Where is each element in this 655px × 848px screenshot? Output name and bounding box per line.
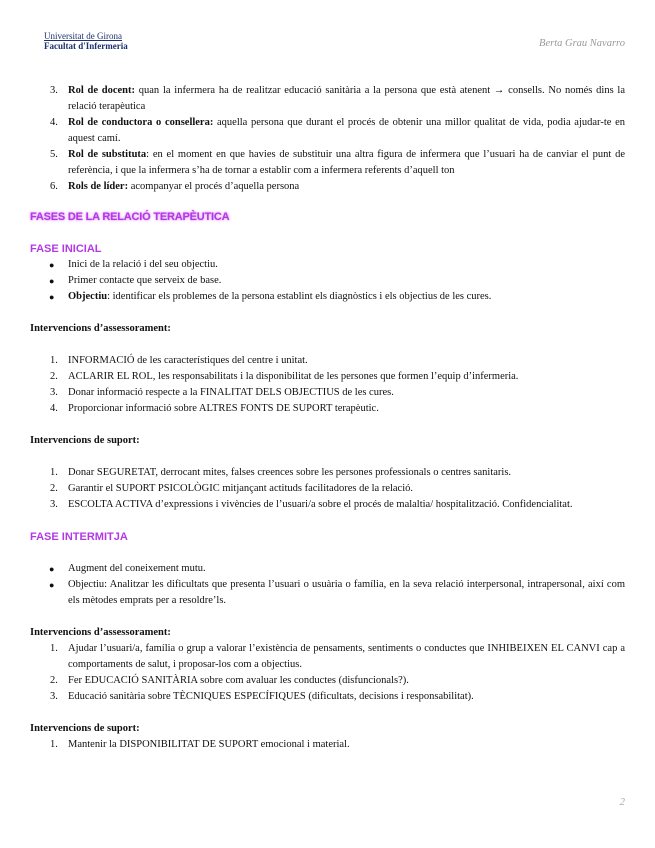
header-author: Berta Grau Navarro [539,38,625,49]
list-item: 4. Proporcionar informació sobre ALTRES FONTS DE SUPORT terapèutic. [50,403,379,414]
list-item: 2. Garantir el SUPORT PSICOLÒGIC mitjançant actituds facilitadores de la relació. [50,483,414,494]
document-body [30,83,625,753]
list-item: 1. INFORMACIÓ de les característiques del centre i unitat. [50,355,308,366]
list-item: 3. ESCOLTA ACTIVA d’expressions i vivències de l’usuari/a sobre el procés de malaltia/ hospitalització. Confidencialitat. [50,499,573,510]
list-item: 1. Mantenir la DISPONIBILITAT DE SUPORT emocional i material. [50,739,350,750]
suport-heading: Intervencions de suport: [30,435,140,446]
suport-list [30,465,625,513]
suport-heading: Intervencions de suport: [30,723,140,734]
fase-inicial-title: FASE INICIAL [30,243,102,255]
list-item: 2. Fer EDUCACIÓ SANITÀRIA sobre com avaluar les conductes (disfuncionals?). [50,675,409,686]
list-item: 2. ACLARIR EL ROL, les responsabilitats i la disponibilitat de les persones que formen l’equip d’infermeria. [50,371,519,382]
list-item: ● Objectiu: Analitzar les dificultats que presenta l’usuari o usuària o família, en la seva relació interpersonal, intrapersonal, així com els mètodes emprats per a resoldre’ls. [49,579,625,606]
fase-intermitja-title: FASE INTERMITJA [30,531,128,543]
section-title: FASES DE LA RELACIÓ TERAPÈUTICA [30,211,230,223]
logo-faculty-name: Facultat d'Infermeria [44,41,128,51]
list-item: ● Primer contacte que serveix de base. [49,275,222,286]
assessorament-list [30,641,625,705]
assessorament-heading: Intervencions d’assessorament: [30,323,171,334]
logo-university-name: Universitat de Girona [44,31,122,41]
list-item: 3. Donar informació respecte a la FINALITAT DELS OBJECTIUS de les cures. [50,387,394,398]
fase-intermitja-bullets [30,561,625,609]
list-item: 6. Rols de líder: acompanyar el procés d’aquella persona [50,181,300,192]
list-item: ● Objectiu: identificar els problemes de la persona establint els diagnòstics i els objectius de les cures. [49,291,492,302]
university-logo [44,32,128,51]
suport-list [30,737,625,753]
list-item: ● Augment del coneixement mutu. [49,563,206,574]
list-item: 3. Rol de docent: quan la infermera ha de realitzar educació sanitària a la persona que està atenent → consells. No només dins la relació terapèutica [50,85,625,112]
list-item: 1. Donar SEGURETAT, derrocant mites, falses creences sobre les persones professionals o centres sanitaris. [50,467,512,478]
list-item: 3. Educació sanitària sobre TÈCNIQUES ESPECÍFIQUES (dificultats, decisions i responsabilitat). [50,691,474,702]
list-item: 5. Rol de substituta: en el moment en que havies de substituir una altra figura de infermera que l’usuari ha de canviar el punt de referència, i que la infermera s’ha de tornar a establir com a infermera referents d’aquell ton [50,149,625,176]
list-item: 4. Rol de conductora o consellera: aquella persona que durant el procés de obtenir una millor qualitat de vida, podia ajudar-te en aquest camí. [50,117,625,144]
assessorament-heading: Intervencions d’assessorament: [30,627,171,638]
page-number: 2 [619,796,625,808]
list-item: 1. Ajudar l’usuari/a, família o grup a valorar l’existència de pensaments, sentiments o conductes que INHIBEIXEN EL CANVI cap a comportaments de salut, i proposar-los com a objectius. [50,643,625,670]
fase-inicial-bullets [30,257,625,305]
assessorament-list [30,353,625,417]
list-item: ● Inici de la relació i del seu objectiu. [49,259,218,270]
roles-list [30,83,625,195]
